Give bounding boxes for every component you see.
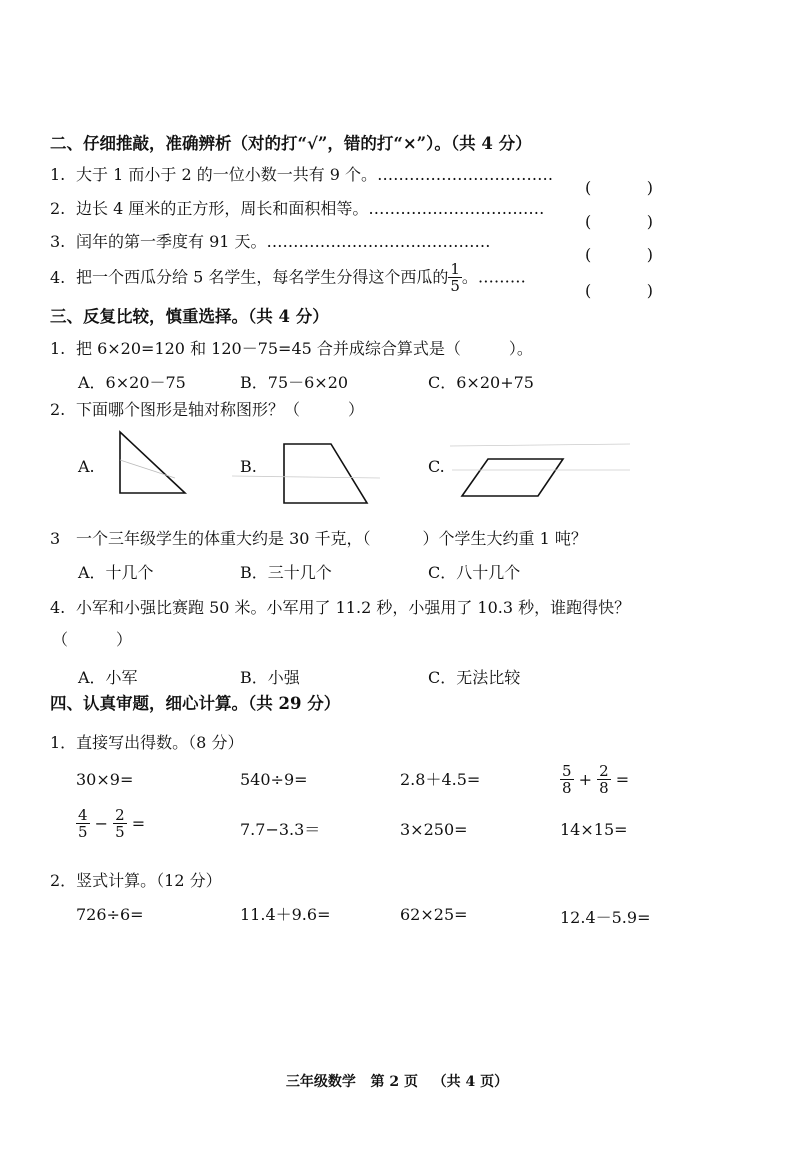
item-text: 闰年的第一季度有 91 天。 <box>76 232 267 251</box>
leader-dots: …………………………………… <box>266 232 491 251</box>
trapezoid-figure <box>284 444 367 503</box>
question-text: 把 6×20=120 和 120－75=45 合并成综合算式是（ <box>76 339 461 358</box>
calc-7.7minus3.3: 7.7−3.3＝ <box>240 820 321 839</box>
item-number: 4. <box>50 598 66 617</box>
vertical-calc-4: 12.4－5.9= <box>560 908 651 927</box>
choice-q3 <box>50 531 587 547</box>
section-2-title: 二、仔细推敲，准确辨析（对的打“√”，错的打“×”）。（共 4 分） <box>50 134 532 153</box>
q4-option-b[interactable]: B．小强 <box>240 668 300 687</box>
choice-q4 <box>50 600 630 616</box>
item-number: 3. <box>50 232 66 251</box>
part-1-title: 1．直接写出得数。（8 分） <box>50 733 244 752</box>
answer-paren-1[interactable]: ( ) <box>585 178 653 197</box>
calc-30x9: 30×9= <box>76 770 134 789</box>
question-text: 下面哪个图形是轴对称图形？（ <box>76 400 301 419</box>
calc-frac-sub: $\frac{4}{5}$ − $\frac{2}{5}$ = <box>78 806 146 841</box>
vertical-calc-3: 62×25= <box>400 905 468 924</box>
vertical-calc-2: 11.4＋9.6= <box>240 905 331 924</box>
q4-answer-paren[interactable]: （ ） <box>52 630 133 649</box>
question-text: 小军和小强比赛跑 50 米。小军用了 11.2 秒，小强用了 10.3 秒，谁跑得快？ <box>76 598 631 617</box>
calc-frac-add: $\frac{5}{8}$ + $\frac{2}{8}$ = <box>562 762 630 797</box>
q1-option-a[interactable]: A．6×20－75 <box>78 373 186 392</box>
question-tail: ） <box>348 400 365 419</box>
item-number: 2. <box>50 199 66 218</box>
item-number: 1. <box>50 339 66 358</box>
question-tail: ）。 <box>508 339 533 358</box>
part-2-title: 2．竖式计算。（12 分） <box>50 871 222 890</box>
item-number: 2. <box>50 400 66 419</box>
question-tail: ）个学生大约重 1 吨？ <box>422 529 587 548</box>
q2-option-a-label[interactable]: A. <box>78 457 95 476</box>
item-text: 把一个西瓜分给 5 名学生，每名学生分得这个西瓜的 <box>76 267 449 287</box>
vertical-calc-1: 726÷6= <box>76 905 144 924</box>
answer-paren-4[interactable]: ( ) <box>585 281 653 300</box>
q2-option-c-label[interactable]: C. <box>428 457 445 476</box>
item-text: 大于 1 而小于 2 的一位小数一共有 9 个。 <box>76 165 378 184</box>
fraction-one-fifth: $\frac{1}{5}$ <box>450 260 460 295</box>
q4-option-c[interactable]: C．无法比较 <box>428 668 521 687</box>
q1-option-c[interactable]: C．6×20+75 <box>428 373 534 392</box>
q3-option-a[interactable]: A．十几个 <box>78 563 154 582</box>
page-footer: 三年级数学 第 2 页 （共 4 页） <box>285 1074 509 1090</box>
right-triangle-figure <box>120 432 185 493</box>
item-number: 1. <box>50 165 66 184</box>
leader-dots: …………………………… <box>368 199 545 218</box>
calc-14x15: 14×15= <box>560 820 628 839</box>
section-4-title: 四、认真审题，细心计算。（共 29 分） <box>50 694 341 713</box>
q2-option-b-label[interactable]: B. <box>240 457 257 476</box>
calc-3x250: 3×250= <box>400 820 468 839</box>
question-text: 一个三年级学生的体重大约是 30 千克，（ <box>76 529 371 548</box>
leader-dots: 。……… <box>461 267 526 287</box>
answer-paren-3[interactable]: ( ) <box>585 245 653 264</box>
item-number: 3 <box>50 529 61 548</box>
calc-540div9: 540÷9= <box>240 770 308 789</box>
item-number: 4. <box>50 267 66 287</box>
section-3-title: 三、反复比较，慎重选择。（共 4 分） <box>50 307 329 326</box>
q1-option-b[interactable]: B．75－6×20 <box>240 373 349 392</box>
q3-option-b[interactable]: B．三十几个 <box>240 563 332 582</box>
answer-paren-2[interactable]: ( ) <box>585 212 653 231</box>
calc-2.8plus4.5: 2.8＋4.5= <box>400 770 481 789</box>
parallelogram-figure <box>462 459 563 496</box>
leader-dots: …………………………… <box>377 165 554 184</box>
q3-option-c[interactable]: C．八十几个 <box>428 563 521 582</box>
q4-option-a[interactable]: A．小军 <box>78 668 138 687</box>
item-text: 边长 4 厘米的正方形，周长和面积相等。 <box>76 199 369 218</box>
